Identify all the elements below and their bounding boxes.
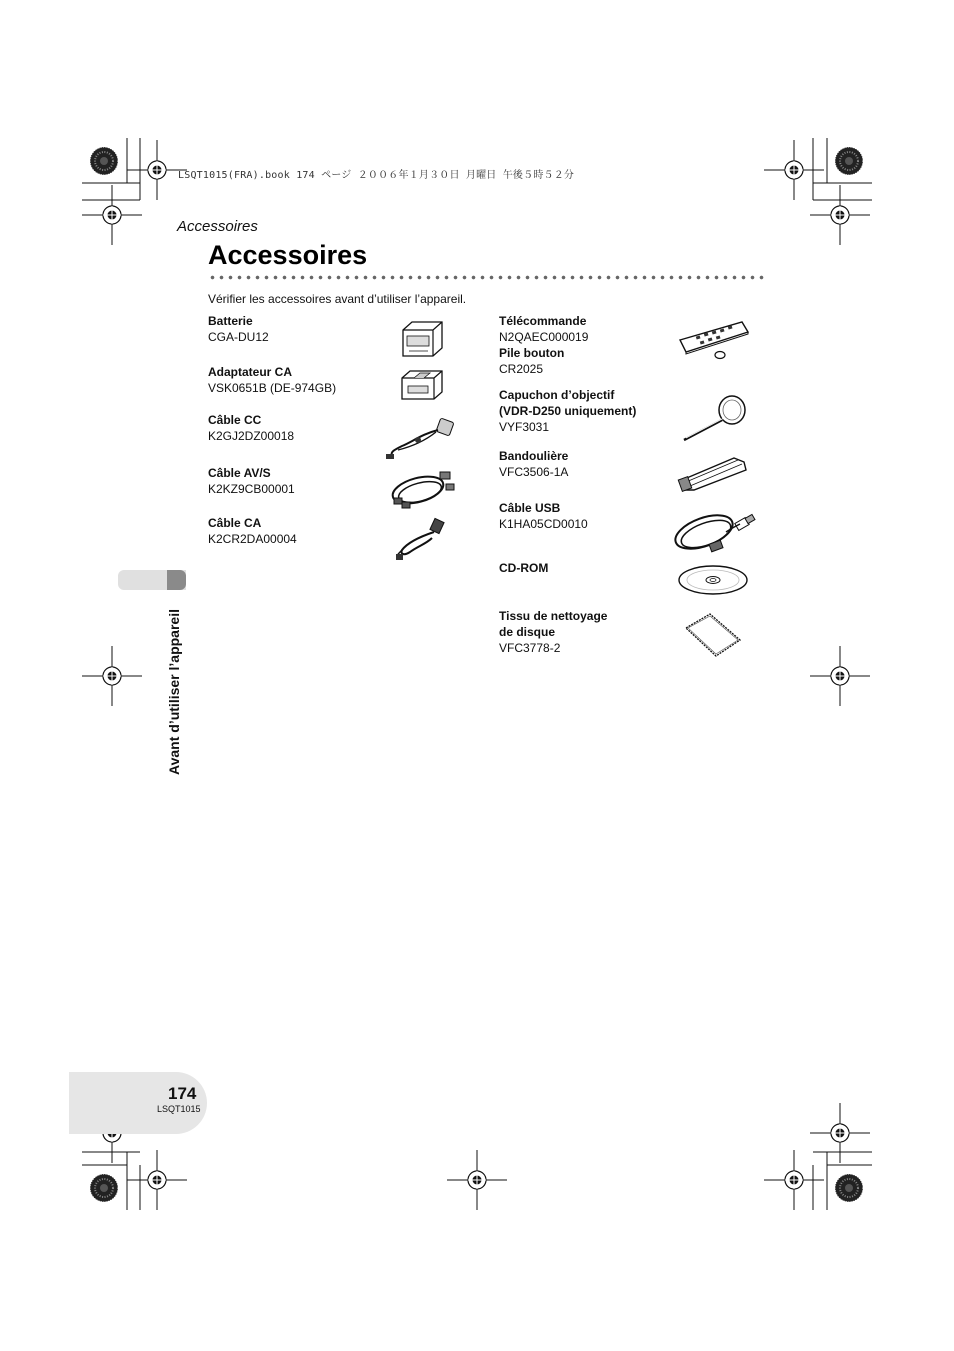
item-name-2: de disque (499, 625, 556, 639)
item-name: Capuchon d’objectif (499, 388, 615, 402)
print-header: LSQT1015(FRA).book 174 ページ ２００６年１月３０日 月曜日 午後５時５２分 (178, 170, 575, 181)
item-code: N2QAEC000019 (499, 330, 589, 344)
item-code: VYF3031 (499, 420, 550, 434)
av-cable-icon (388, 466, 458, 514)
section-tab-marker (167, 570, 186, 590)
accessory-item (208, 364, 336, 396)
shoulder-strap-icon (676, 450, 752, 496)
item-name: Tissu de nettoyage (499, 609, 608, 623)
item-code: K2KZ9CB00001 (208, 482, 295, 496)
title-dotted-rule (208, 275, 768, 280)
item-name: Pile bouton (499, 346, 565, 360)
accessory-item (208, 412, 294, 444)
dc-cable-icon (382, 412, 462, 464)
item-code: VSK0651B (DE-974GB) (208, 381, 337, 395)
accessory-item (499, 387, 636, 435)
item-name: Batterie (208, 314, 253, 328)
cd-rom-icon (676, 564, 750, 596)
battery-icon (398, 318, 448, 362)
item-code: CGA-DU12 (208, 330, 269, 344)
ac-cable-icon (392, 516, 450, 562)
page-code: LSQT1015 (157, 1104, 201, 1114)
item-name: Câble USB (499, 501, 561, 515)
usb-cable-icon (666, 502, 760, 558)
remote-control-icon (676, 318, 756, 364)
item-name: CD-ROM (499, 561, 549, 575)
item-name: Bandoulière (499, 449, 569, 463)
item-name: Télécommande (499, 314, 587, 328)
accessory-item (499, 500, 588, 532)
lens-cap-icon (678, 392, 750, 444)
item-code: K2GJ2DZ00018 (208, 429, 295, 443)
item-code: VFC3506-1A (499, 465, 569, 479)
item-name: Câble CA (208, 516, 262, 530)
item-code: K1HA05CD0010 (499, 517, 588, 531)
accessory-item (208, 313, 269, 345)
accessory-item (208, 465, 295, 497)
page-number: 174 (168, 1084, 197, 1103)
cleaning-cloth-icon (682, 610, 744, 660)
accessory-item (208, 515, 297, 547)
accessory-item (499, 608, 607, 656)
item-name-2: (VDR-D250 uniquement) (499, 404, 637, 418)
intro-text: Vérifier les accessoires avant d’utiliser l’appareil. (208, 292, 467, 306)
section-label: Avant d’utiliser l’appareil (166, 609, 182, 775)
item-name: Câble AV/S (208, 466, 271, 480)
item-code: K2CR2DA00004 (208, 532, 297, 546)
item-code: CR2025 (499, 362, 544, 376)
item-name: Adaptateur CA (208, 365, 293, 379)
accessory-item (499, 313, 588, 377)
ac-adaptor-icon (398, 366, 448, 404)
item-name: Câble CC (208, 413, 262, 427)
page-title: Accessoires (208, 240, 368, 270)
running-title: Accessoires (177, 218, 258, 235)
item-code: VFC3778-2 (499, 641, 561, 655)
accessory-item (499, 448, 568, 480)
accessory-item (499, 560, 548, 576)
